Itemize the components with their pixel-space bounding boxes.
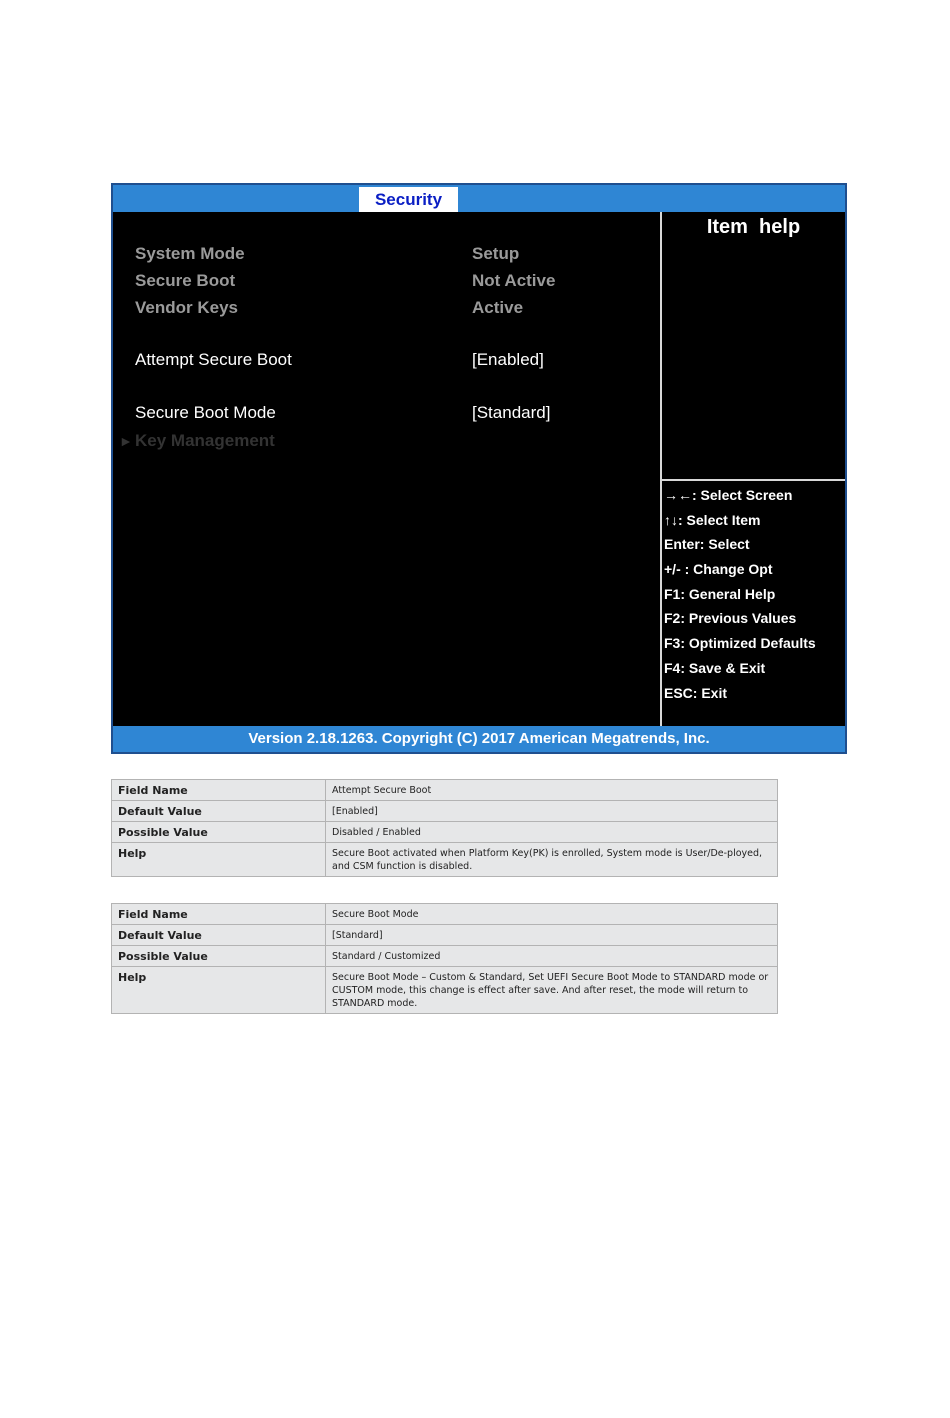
table-row [112,946,778,967]
field-value: Secure Boot Mode – Custom & Standard, Set UEFI Secure Boot Mode to STANDARD mode or CUSTOM mode, this change is effect after save. And after reset, the mode will return to STANDARD mode. [326,967,778,1014]
key-select-item: ↑↓: Select Item [664,511,761,528]
secure-boot-mode-select[interactable]: [Standard] [472,403,551,422]
field-value: [Enabled] [326,801,778,822]
submenu-arrow-icon: ► [119,433,133,449]
table-row [112,780,778,801]
tab-security[interactable]: Security [359,187,458,212]
field-value: Disabled / Enabled [326,822,778,843]
key-save-exit: F4: Save & Exit [664,659,766,676]
field-key: Help [112,843,326,877]
table-row [112,822,778,843]
item-help-title: Item help [706,216,801,238]
bios-footer: Version 2.18.1263. Copyright (C) 2017 American Megatrends, Inc. [113,726,845,752]
key-optimized-defaults: F3: Optimized Defaults [664,635,816,652]
key-general-help: F1: General Help [664,585,776,602]
field-key: Possible Value [112,946,326,967]
key-previous-values: F2: Previous Values [664,610,797,627]
key-enter-select: Enter: Select [664,536,750,553]
field-value: Attempt Secure Boot [326,780,778,801]
table-row [112,904,778,925]
field-key: Field Name [112,904,326,925]
table-row [112,843,778,877]
field-value: Standard / Customized [326,946,778,967]
bios-top-bar [113,185,845,212]
panel-divider [660,212,662,728]
row-label: Secure Boot [135,271,236,290]
spec-table-attempt-secure-boot [111,779,778,877]
row-label: Vendor Keys [135,298,238,317]
bios-screen [111,183,847,754]
field-value: Secure Boot Mode [326,904,778,925]
help-separator [662,479,845,481]
submenu-label: Key Management [135,431,275,450]
row-label: Secure Boot Mode [135,403,276,422]
field-value: Secure Boot activated when Platform Key(PK) is enrolled, System mode is User/De-ployed, and CSM function is disabled. [326,843,778,877]
row-value: Not Active [472,271,556,290]
field-key: Default Value [112,801,326,822]
row-label: Attempt Secure Boot [135,350,292,369]
table-row [112,801,778,822]
key-legend [664,483,844,705]
key-esc-exit: ESC: Exit [664,684,728,701]
spec-table-secure-boot-mode [111,903,778,1014]
key-select-screen: →←: Select Screen [664,487,793,503]
field-key: Possible Value [112,822,326,843]
row-value: Active [472,298,524,317]
field-key: Field Name [112,780,326,801]
field-value: [Standard] [326,925,778,946]
key-change-opt: +/- : Change Opt [664,561,773,578]
row-value: Setup [472,244,520,263]
field-key: Default Value [112,925,326,946]
field-key: Help [112,967,326,1014]
table-row [112,967,778,1014]
attempt-secure-boot-select[interactable]: [Enabled] [472,350,544,369]
row-label: System Mode [135,244,245,263]
table-row [112,925,778,946]
